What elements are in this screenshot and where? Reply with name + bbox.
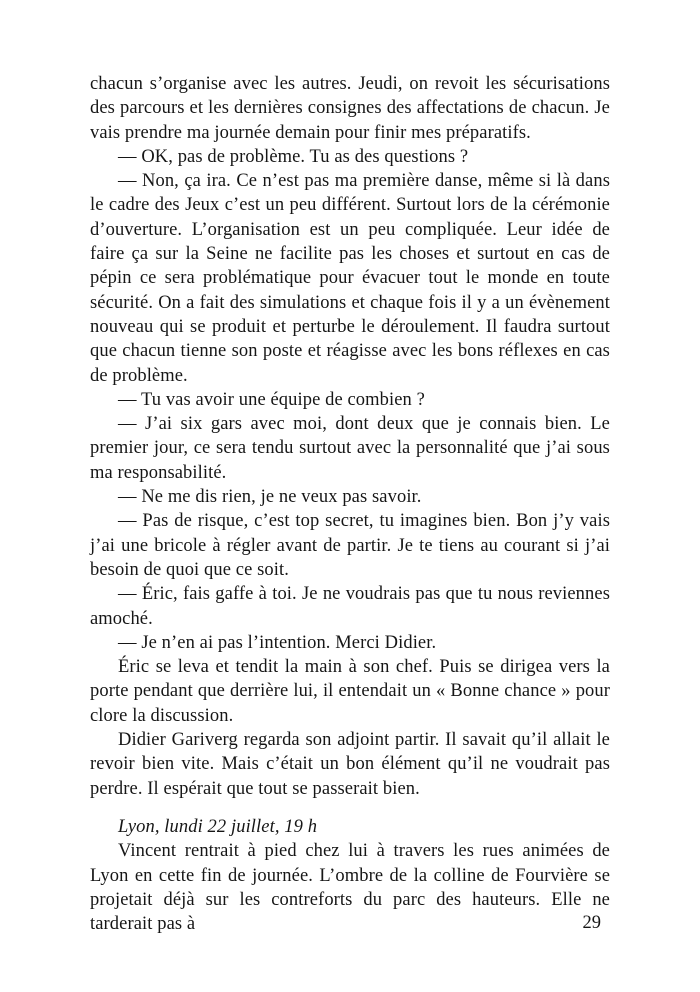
paragraph: Didier Gariverg regarda son adjoint partir. Il savait qu’il allait le revoir bien vite. Mais c’était un bon élément qu’il ne voudrait pas perdre. Il espérait que tout se passerait bien.	[90, 730, 610, 799]
paragraph: — Pas de risque, c’est top secret, tu imagines bien. Bon j’y vais j’ai une bricole à régler avant de partir. Je te tiens au courant si j’ai besoin de quoi que ce soit.	[90, 511, 610, 580]
paragraph: — OK, pas de problème. Tu as des questions ?	[118, 146, 469, 167]
paragraph: — Non, ça ira. Ce n’est pas ma première danse, même si là dans le cadre des Jeux c’est un peu différent. Surtout lors de la cérémonie d’ouverture. L’organisation est un peu compliquée. Leur idée de faire ça sur la Seine ne facilite pas les choses et surtout en cas de pépin ce sera problématique pour évacuer tout le monde en toute sécurité. On a fait des simulations et chaque fois il y a un évènement nouveau qui se produit et perturbe le déroulement. Il faudra surtout que chacun tienne son poste et réagisse avec les bons réflexes en cas de problème.	[90, 171, 610, 386]
paragraph: — Je n’en ai pas l’intention. Merci Didier.	[118, 632, 437, 653]
paragraph: Vincent rentrait à pied chez lui à travers les rues animées de Lyon en cette fin de journée. L’ombre de la colline de Fourvière se projetait déjà sur les contreforts du parc des hauteurs. Elle ne tarderait pas à	[90, 841, 610, 935]
page-number: 29	[582, 913, 601, 933]
paragraph: chacun s’organise avec les autres. Jeudi, on revoit les sécurisations des parcours et les dernières consignes des affectations de chacun. Je vais prendre ma journée demain pour finir mes préparatifs.	[90, 74, 610, 143]
paragraph: Éric se leva et tendit la main à son chef. Puis se dirigea vers la porte pendant que derrière lui, il entendait un « Bonne chance » pour clore la discussion.	[90, 657, 610, 726]
paragraph: — J’ai six gars avec moi, dont deux que je connais bien. Le premier jour, ce sera tendu surtout avec la personnalité que j’ai sous ma responsabilité.	[90, 414, 610, 483]
paragraph: — Ne me dis rien, je ne veux pas savoir.	[118, 487, 422, 508]
paragraph: Lyon, lundi 22 juillet, 19 h	[118, 816, 318, 837]
paragraph: — Tu vas avoir une équipe de combien ?	[118, 389, 425, 410]
paragraph: — Éric, fais gaffe à toi. Je ne voudrais pas que tu nous reviennes amoché.	[90, 584, 610, 629]
page-text	[90, 72, 610, 936]
